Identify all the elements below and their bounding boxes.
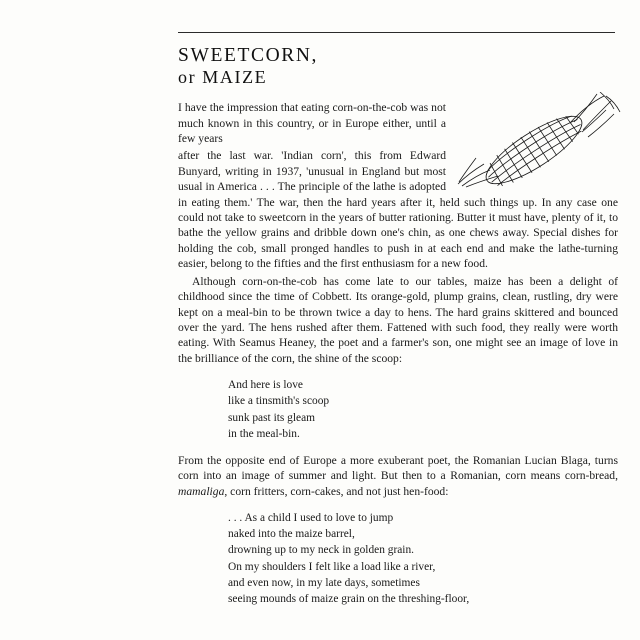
poem-line: drowning up to my neck in golden grain. — [228, 544, 415, 557]
paragraph-2: Although corn-on-the-cob has come late to our tables, maize has been a delight of childhood since the time of Cobbett. Its orange-gold, plump grains, clean, rustling, dry were kept on a meal-bin to be thrown twice a day to hens. The hard grains skittered and bounced over the yard. The hens rushed after them. Fattened with such food, they really were worth eating. With Seamus Heaney, the poet and a farmer's son, one might see an image of love in the brilliance of the corn, the shine of the scoop: — [178, 274, 618, 365]
poem-blaga — [178, 510, 618, 607]
paragraph-1-rest: after the last war. 'Indian corn', this from Edward Bunyard, writing in 1937, 'unusual in England but most usual in America . . . The principle of the lathe is adopted in eating them.' The war, then the hard years after it, held such things up. In any case one could not take to sweetcorn in the years of butter rationing. Butter it must have, plenty of it, to bathe the yellow grains and dribble down one's chin, as one chews away. Special dishes for holding the cob, small pronged handles to push in at each end and make the lathe-turning easier, belong to the fifties and the first enthusiasm for a new food. — [178, 149, 618, 271]
poem-line: and even now, in my late days, sometimes — [228, 576, 420, 589]
paragraph-3 — [178, 453, 618, 499]
poem-line: sunk past its gleam — [228, 411, 316, 424]
page-content — [178, 44, 618, 618]
page-title — [178, 44, 618, 88]
poem-line: . . . As a child I used to love to jump — [228, 512, 394, 525]
paragraph-1-intro: I have the impression that eating corn-on-the-cob was not much known in this country, or in Europe either, until a few years — [178, 101, 446, 146]
body-text — [178, 100, 618, 607]
poem-line: On my shoulders I felt like a load like a river, — [228, 560, 436, 573]
poem-line: seeing mounds of maize grain on the threshing-floor, — [228, 593, 470, 606]
header-rule — [178, 32, 615, 33]
poem-heaney — [178, 377, 618, 442]
paragraph-3-after: , corn fritters, corn-cakes, and not just hen-food: — [224, 484, 449, 498]
page-title-line-1: SWEETCORN, — [178, 45, 319, 66]
foreign-term-mamaliga: mamaliga — [178, 484, 225, 498]
paragraph-3-before: From the opposite end of Europe a more exuberant poet, the Romanian Lucian Blaga, turns corn into an image of summer and light. But then to a Romanian, corn means corn-bread, — [178, 453, 618, 483]
corn-cob-illustration — [454, 92, 624, 188]
page-title-line-2: or MAIZE — [178, 67, 268, 87]
poem-line: like a tinsmith's scoop — [228, 395, 330, 408]
poem-line: naked into the maize barrel, — [228, 528, 355, 541]
poem-line: in the meal-bin. — [228, 427, 300, 440]
poem-line: And here is love — [228, 379, 303, 392]
